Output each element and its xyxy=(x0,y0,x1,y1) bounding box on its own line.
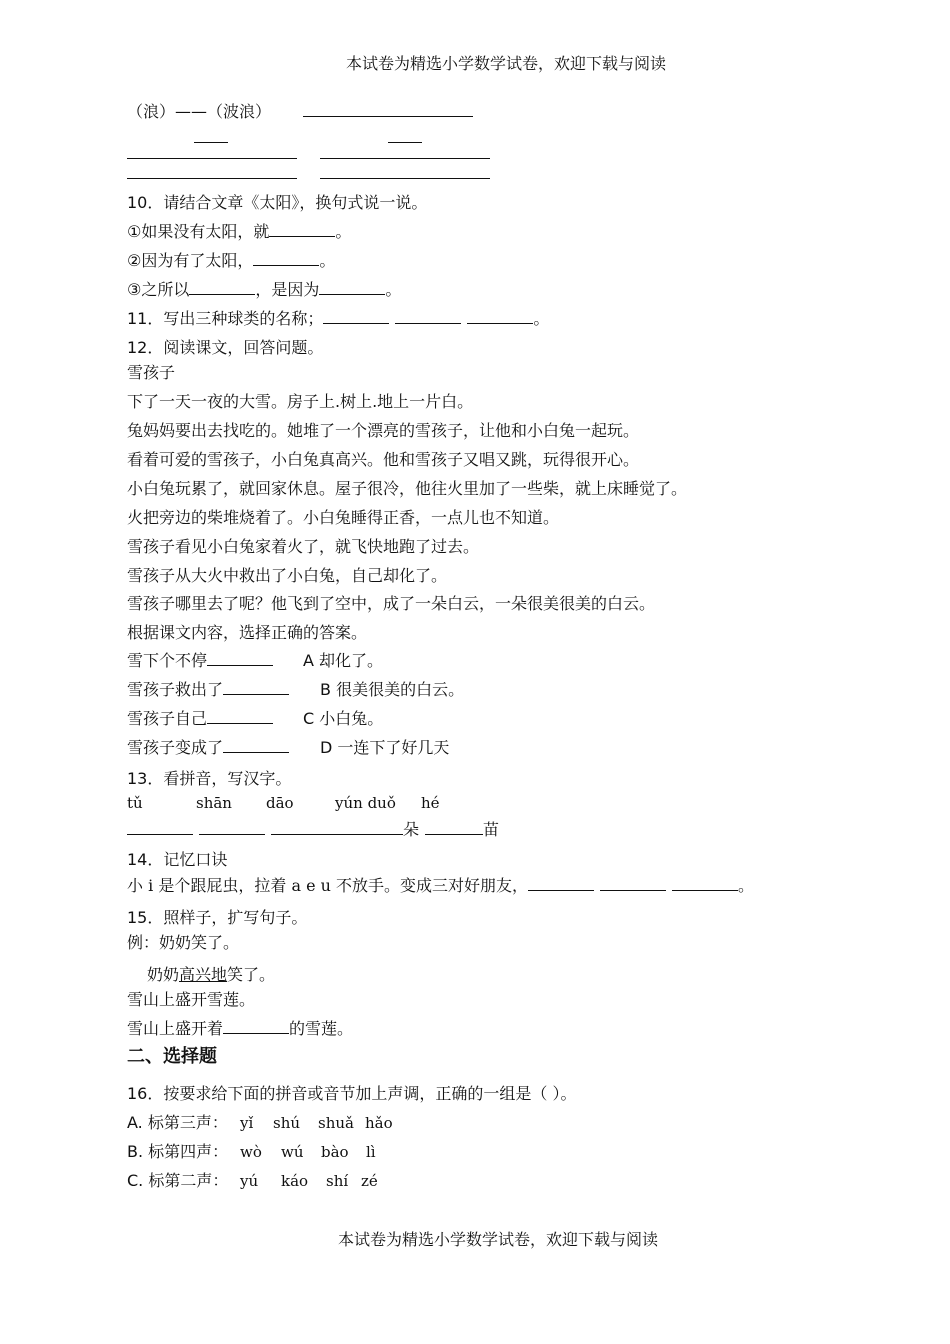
match-left-item: 雪孩子自己 xyxy=(127,709,273,729)
passage-paragraph: 雪孩子从大火中救出了小白兔，自己却化了。 xyxy=(127,566,448,585)
connector-line xyxy=(371,108,405,117)
page-header: 本试卷为精选小学数学试卷，欢迎下载与阅读 xyxy=(346,54,667,73)
answer-blank[interactable] xyxy=(223,680,289,695)
answer-blank[interactable] xyxy=(337,820,403,835)
answer-blank[interactable] xyxy=(127,144,195,159)
word-pair-row xyxy=(127,164,297,184)
pinyin-label: shān xyxy=(196,794,232,812)
passage-paragraph: 火把旁边的柴堆烧着了。小白兔睡得正香，一点儿也不知道。 xyxy=(127,508,560,527)
question-11: 11．写出三种球类的名称； 。 xyxy=(127,309,550,328)
match-right-item: D 一连下了好几天 xyxy=(320,738,450,757)
passage-paragraph: 雪孩子哪里去了呢？他飞到了空中，成了一朵白云，一朵很美很美的白云。 xyxy=(127,594,656,613)
answer-blank[interactable] xyxy=(422,164,490,179)
pinyin-syllable: shí xyxy=(326,1172,349,1190)
q15-example-label: 例：奶奶笑了。 xyxy=(127,933,240,952)
q16-option-c[interactable]: C. 标第二声： xyxy=(127,1171,229,1190)
question-14-prompt: 14．记忆口诀 xyxy=(127,850,228,869)
answer-blank[interactable] xyxy=(528,876,594,891)
pinyin-syllable: shú xyxy=(273,1114,301,1132)
pinyin-syllable: káo xyxy=(281,1172,309,1190)
answer-blank[interactable] xyxy=(425,820,483,835)
answer-blank[interactable] xyxy=(405,102,473,117)
passage-paragraph: 雪孩子看见小白兔家着火了，就飞快地跑了过去。 xyxy=(127,537,480,556)
answer-blank[interactable] xyxy=(207,651,273,666)
question-10-prompt: 10．请结合文章《太阳》，换句式说一说。 xyxy=(127,193,428,212)
page-footer: 本试卷为精选小学数学试卷，欢迎下载与阅读 xyxy=(338,1230,659,1249)
pinyin-syllable: wú xyxy=(281,1143,304,1161)
answer-blank[interactable] xyxy=(127,820,193,835)
answer-blank[interactable] xyxy=(395,309,461,324)
q15-task-answer: 雪山上盛开着 的雪莲。 xyxy=(127,1019,354,1038)
match-right-item: A 却化了。 xyxy=(303,651,384,670)
q10-sentence-2: ②因为有了太阳， 。 xyxy=(127,251,336,270)
answer-blank[interactable] xyxy=(303,102,371,117)
pinyin-syllable: yú xyxy=(240,1172,259,1190)
answer-blank[interactable] xyxy=(189,280,255,295)
connector-line xyxy=(195,170,229,179)
pinyin-syllable: shuǎ xyxy=(318,1114,354,1132)
match-left-item: 雪孩子变成了 xyxy=(127,738,289,758)
q16-option-a[interactable]: A. 标第三声： xyxy=(127,1113,228,1132)
pinyin-syllable: lì xyxy=(366,1143,376,1161)
answer-blank[interactable] xyxy=(320,164,388,179)
answer-blank[interactable] xyxy=(207,709,273,724)
word-pair-row xyxy=(320,144,490,164)
pinyin-label: yún duǒ xyxy=(335,794,396,812)
answer-blank[interactable] xyxy=(672,876,738,891)
match-left-item: 雪下个不停 xyxy=(127,651,273,671)
section-title: 二、选择题 xyxy=(127,1046,217,1067)
answer-blank[interactable] xyxy=(269,222,335,237)
q14-mnemonic: 小 i 是个跟屁虫，拉着 a e u 不放手。变成三对好朋友， 。 xyxy=(127,876,755,895)
answer-blank[interactable] xyxy=(229,144,297,159)
pinyin-syllable: hǎo xyxy=(365,1114,393,1132)
passage-paragraph: 下了一天一夜的大雪。房子上.树上.地上一片白。 xyxy=(127,392,474,411)
pinyin-label: tǔ xyxy=(127,794,143,812)
q10-sentence-1: ①如果没有太阳，就 。 xyxy=(127,222,352,241)
answer-blank[interactable] xyxy=(199,820,265,835)
connector-line xyxy=(388,170,422,179)
pinyin-syllable: yǐ xyxy=(240,1114,254,1132)
question-13-prompt: 13．看拼音，写汉字。 xyxy=(127,769,292,788)
question-16-prompt: 16．按要求给下面的拼音或音节加上声调，正确的一组是（ ）。 xyxy=(127,1084,577,1103)
connector-line xyxy=(195,150,229,159)
example-left: （浪） xyxy=(127,102,176,121)
match-right-item: B 很美很美的白云。 xyxy=(320,680,465,699)
example-dash: —— xyxy=(175,102,208,121)
answer-blank[interactable] xyxy=(127,164,195,179)
word-pair-row xyxy=(127,144,297,164)
answer-blank[interactable] xyxy=(229,164,297,179)
question-12-prompt: 12．阅读课文，回答问题。 xyxy=(127,338,324,357)
q10-sentence-3: ③之所以 ，是因为 。 xyxy=(127,280,402,299)
passage-paragraph: 看着可爱的雪孩子，小白兔真高兴。他和雪孩子又唱又跳，玩得很开心。 xyxy=(127,450,640,469)
answer-blank[interactable] xyxy=(323,309,389,324)
answer-blank[interactable] xyxy=(223,738,289,753)
pinyin-syllable: wò xyxy=(240,1143,262,1161)
q15-task-sentence: 雪山上盛开雪莲。 xyxy=(127,990,256,1009)
answer-blank[interactable] xyxy=(467,309,533,324)
answer-blank[interactable] xyxy=(600,876,666,891)
match-left-item: 雪孩子救出了 xyxy=(127,680,289,700)
q13-answer-row: 朵 苗 xyxy=(127,820,499,840)
pinyin-label: dāo xyxy=(266,794,294,812)
answer-blank[interactable] xyxy=(422,144,490,159)
match-right-item: C 小白兔。 xyxy=(303,709,384,728)
example-right: （波浪） xyxy=(207,102,272,121)
passage-title: 雪孩子 xyxy=(127,363,176,382)
pinyin-syllable: zé xyxy=(361,1172,378,1190)
answer-blank[interactable] xyxy=(271,820,337,835)
word-pair-row xyxy=(303,102,473,122)
pinyin-label: hé xyxy=(421,794,440,812)
match-instruction: 根据课文内容，选择正确的答案。 xyxy=(127,623,368,642)
passage-paragraph: 小白兔玩累了，就回家休息。屋子很冷，他往火里加了一些柴，就上床睡觉了。 xyxy=(127,479,688,498)
q16-option-b[interactable]: B. 标第四声： xyxy=(127,1142,229,1161)
word-pair-example xyxy=(127,102,271,122)
answer-blank[interactable] xyxy=(319,280,385,295)
question-15-prompt: 15．照样子，扩写句子。 xyxy=(127,908,308,927)
pinyin-syllable: bào xyxy=(321,1143,349,1161)
answer-blank[interactable] xyxy=(253,251,319,266)
connector-line xyxy=(388,150,422,159)
passage-paragraph: 兔妈妈要出去找吃的。她堆了一个漂亮的雪孩子，让他和小白兔一起玩。 xyxy=(127,421,640,440)
q15-example-sentence: 奶奶高兴地笑了。 xyxy=(147,965,276,984)
answer-blank[interactable] xyxy=(320,144,388,159)
answer-blank[interactable] xyxy=(223,1019,289,1034)
word-pair-row xyxy=(320,164,490,184)
